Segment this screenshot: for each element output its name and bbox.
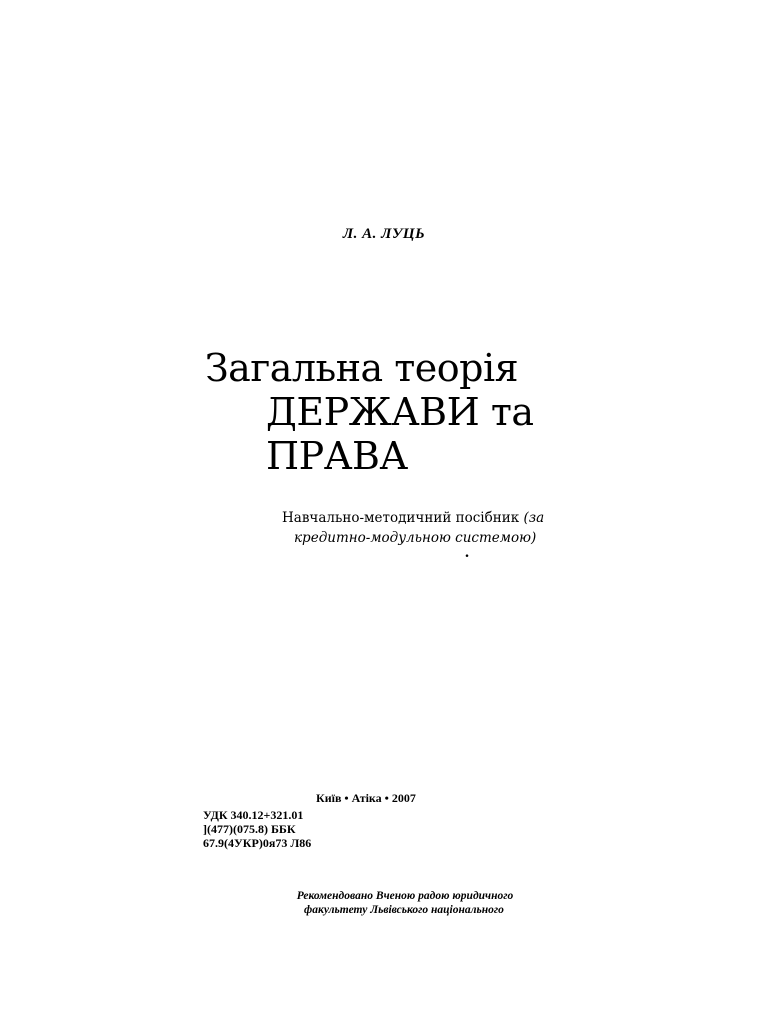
subtitle-regular-text: Навчально-методичний посібник	[282, 510, 524, 526]
udc-code-continued: ](477)(075.8) ББК	[203, 822, 296, 836]
author-name: Л. А. ЛУЦЬ	[342, 226, 426, 242]
bbk-code: 67.9(4УКР)0я73 Л86	[203, 836, 312, 850]
subtitle-line-1	[282, 508, 544, 528]
title-line-1: Загальна теорія	[205, 346, 519, 390]
stray-dot: .	[465, 544, 469, 561]
udc-code: УДК 340.12+321.01	[203, 808, 304, 822]
recommendation-line-2: факультету Львівського національного	[304, 904, 504, 916]
subtitle-line-2: кредитно-модульною системою)	[294, 530, 537, 546]
title-line-2: ДЕРЖАВИ та	[266, 390, 534, 434]
recommendation-line-1: Рекомендовано Вченою радою юридичного	[296, 890, 514, 902]
subtitle-italic-text: (за	[523, 510, 545, 526]
classification-codes	[203, 808, 311, 850]
title-line-3: ПРАВА	[266, 434, 408, 478]
recommendation-note	[0, 889, 768, 917]
publisher-line: Київ • Атіка • 2007	[316, 791, 416, 805]
